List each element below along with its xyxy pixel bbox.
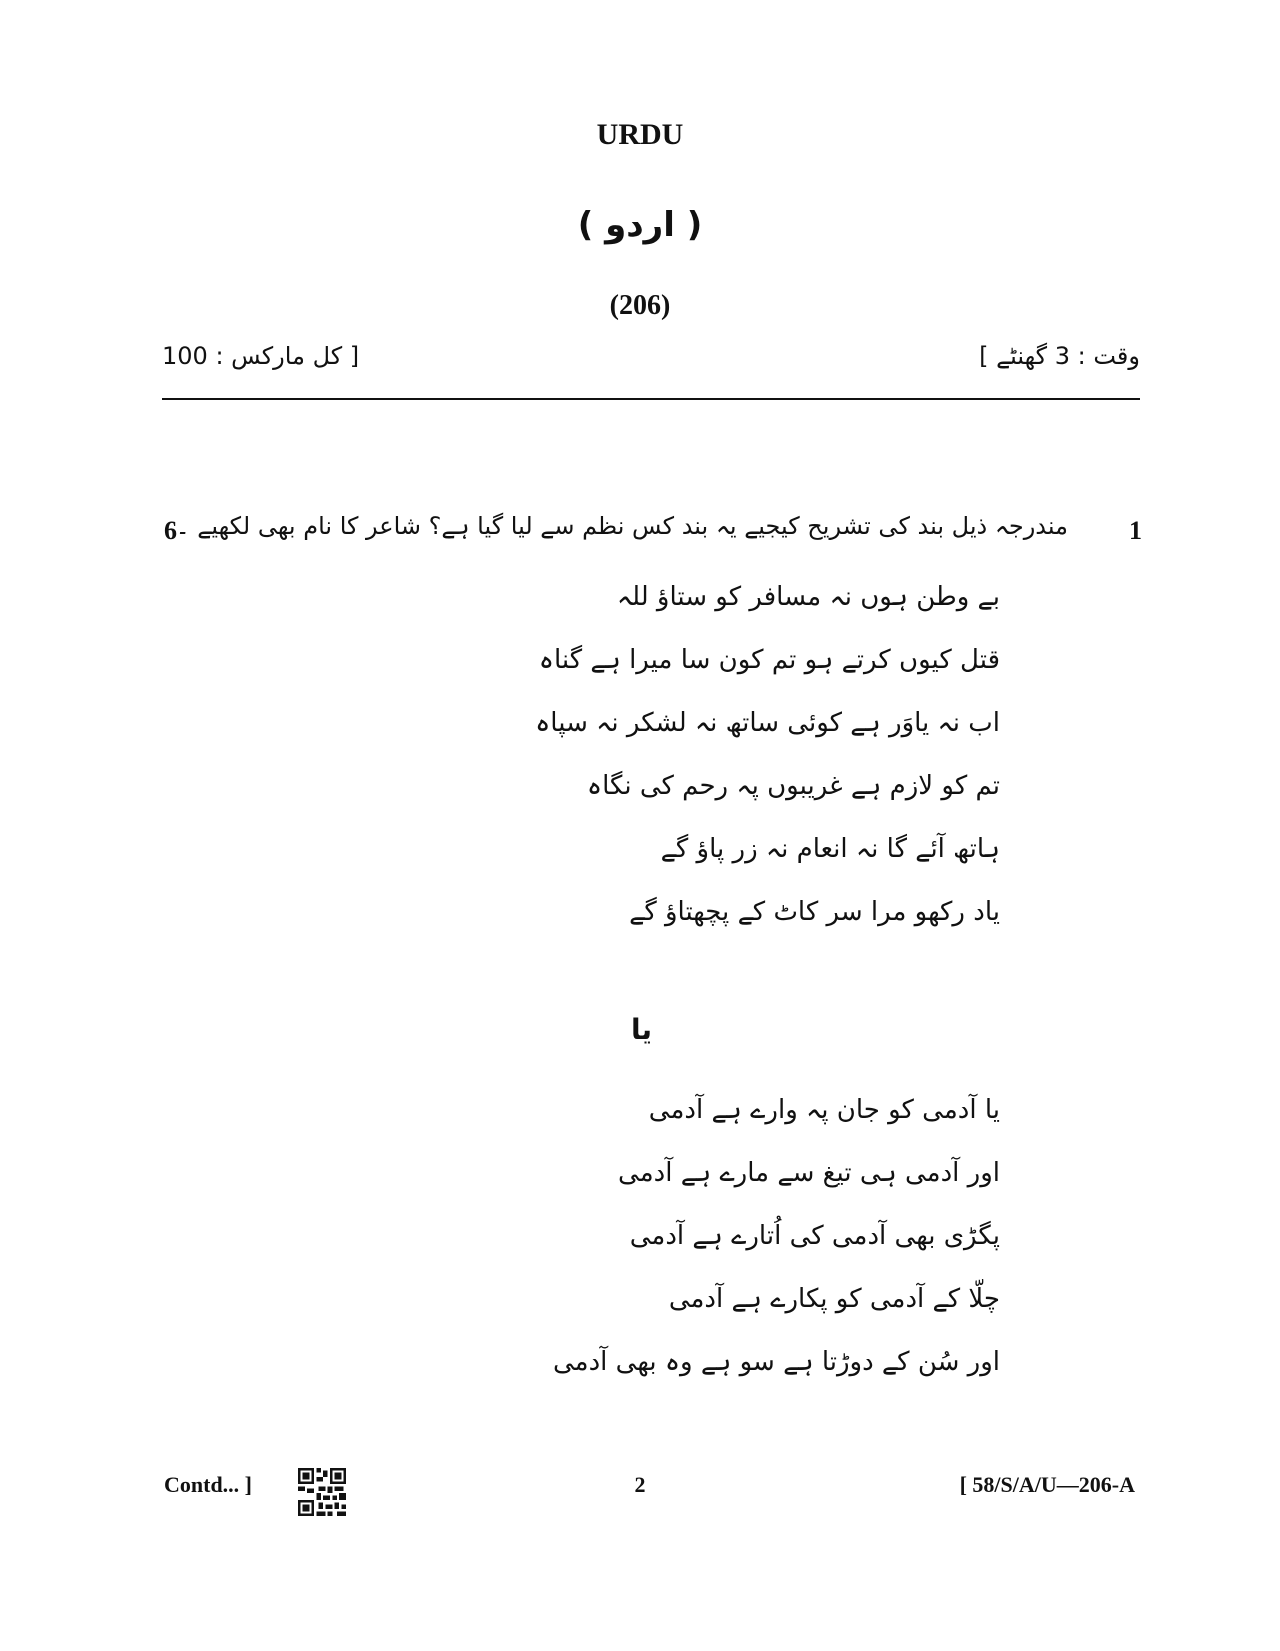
poem-line: ہاتھ آئے گا نہ انعام نہ زر پاؤ گے — [660, 834, 1000, 864]
poem-line: اور آدمی ہی تیغ سے مارے ہے آدمی — [618, 1158, 1000, 1188]
poem-line: یا آدمی کو جان پہ وارے ہے آدمی — [648, 1095, 1000, 1125]
page-number: 2 — [634, 1472, 646, 1497]
continued-label: Contd... ] — [164, 1472, 253, 1497]
subject-code: (206) — [609, 290, 671, 321]
poem-line: اور سُن کے دوڑتا ہے سو ہے وہ بھی آدمی — [553, 1347, 1000, 1377]
poem-line: بے وطن ہوں نہ مسافر کو ستاؤ للہ — [616, 582, 1000, 612]
header-divider — [162, 398, 1140, 400]
poem-line: چلّا کے آدمی کو پکارے ہے آدمی — [668, 1284, 1000, 1314]
max-marks: [ کل مارکس : 100 — [162, 342, 360, 370]
or-label: یا — [630, 1013, 652, 1046]
poem-line: تم کو لازم ہے غریبوں پہ رحم کی نگاہ — [586, 771, 1000, 801]
poem-stanza-2 — [553, 1095, 1000, 1410]
poem-stanza-1 — [535, 582, 1000, 960]
time-allowed: وقت : 3 گھنٹے ] — [979, 342, 1140, 370]
poem-line: اب نہ یاوَر ہے کوئی ساتھ نہ لشکر نہ سپاہ — [535, 708, 1000, 738]
poem-line: پگڑی بھی آدمی کی اُتارے ہے آدمی — [629, 1221, 1000, 1251]
paper-code: [ 58/S/A/U—206-A — [959, 1472, 1135, 1497]
question-number: 1 — [1129, 516, 1142, 545]
question-marks: 6 — [164, 516, 177, 545]
poem-line: یاد رکھو مرا سر کاٹ کے پچھتاؤ گے — [629, 897, 1000, 927]
subject-title: URDU — [596, 118, 684, 151]
question-text: مندرجہ ذیل بند کی تشریح کیجیے یہ بند کس نظم سے لیا گیا ہے؟ شاعر کا نام بھی لکھیے ۔ — [175, 512, 1068, 540]
subject-title-urdu: ( اردو ) — [577, 205, 703, 245]
poem-line: قتل کیوں کرتے ہو تم کون سا میرا ہے گناہ — [538, 645, 1000, 675]
